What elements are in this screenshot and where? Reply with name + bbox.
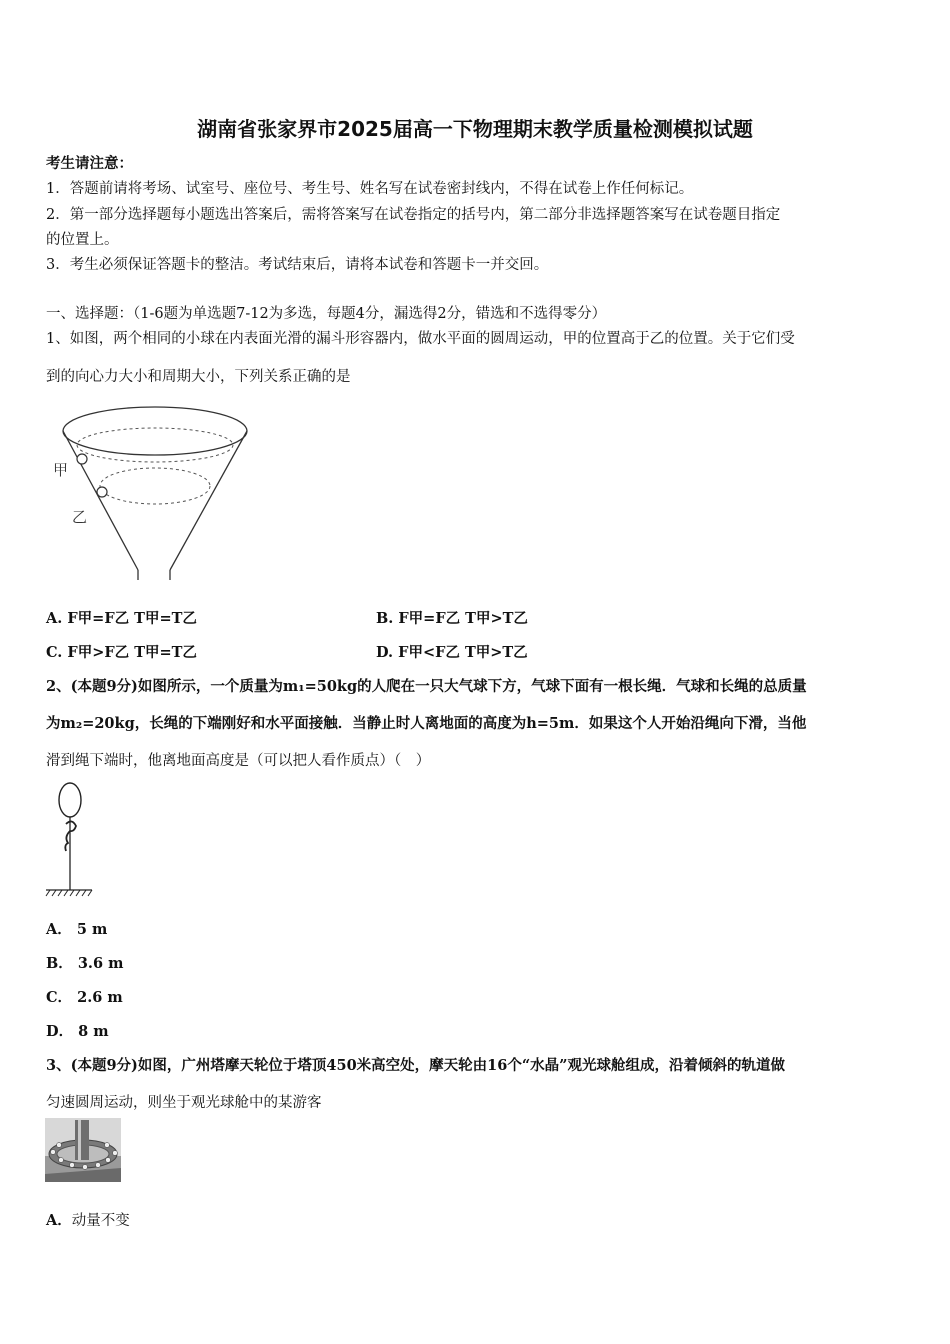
q2-option-c-text: 2.6 m [77, 989, 123, 1006]
q2-option-a [46, 918, 107, 939]
label-yi: 乙 [72, 508, 88, 526]
q1-option-a-text: F甲=F乙 T甲=T乙 [67, 610, 197, 627]
notice-item-2: 2．第一部分选择题每小题选出答案后，需将答案写在试卷指定的括号内，第二部分非选择题答案写在试卷题目指定 [46, 207, 781, 223]
q2-option-b [46, 952, 123, 973]
q2-option-d-key: D． [46, 1023, 74, 1040]
notice-item-3: 3．考生必须保证答题卡的整洁。考试结束后，请将本试卷和答题卡一并交回。 [46, 257, 549, 273]
q1-option-b-text: F甲=F乙 T甲>T乙 [398, 610, 528, 627]
balloon-figure [44, 780, 96, 900]
q3-stem-line2: 匀速圆周运动，则坐于观光球舱中的某游客 [46, 1095, 322, 1111]
q1-option-c-text: F甲>F乙 T甲=T乙 [67, 644, 197, 661]
q2-option-c [46, 986, 123, 1007]
q2-stem-line3: 滑到绳下端时，他离地面高度是（可以把人看作质点）（ ） [46, 753, 431, 769]
q2-option-a-text: 5 m [76, 921, 108, 938]
q1-option-c-key: C. [46, 644, 63, 661]
q2-option-a-key: A． [46, 921, 72, 938]
q2-option-d [46, 1020, 109, 1041]
q1-option-a [46, 607, 197, 628]
page-title: 湖南省张家界市2025届高一下物理期末教学质量检测模拟试题 [197, 117, 753, 141]
q2-stem-line2: 为m₂=20kg，长绳的下端刚好和水平面接触．当静止时人离地面的高度为h=5m．如果这个人开始沿绳向下滑，当他 [46, 715, 807, 732]
notice-item-1: 1．答题前请将考场、试室号、座位号、考生号、姓名写在试卷密封线内，不得在试卷上作任何标记。 [46, 181, 694, 197]
q3-option-a [46, 1209, 130, 1230]
q1-option-b [376, 607, 528, 628]
q3-stem-line1: 3、(本题9分)如图，广州塔摩天轮位于塔顶450米高空处，摩天轮由16个“水晶”观光球舱组成，沿着倾斜的轨道做 [46, 1057, 786, 1074]
q2-option-b-text: 3.6 m [77, 955, 124, 972]
q1-option-b-key: B. [376, 610, 394, 627]
q2-stem-line1: 2、(本题9分)如图所示，一个质量为m₁=50kg的人爬在一只大气球下方，气球下面有一根长绳．气球和长绳的总质量 [46, 678, 807, 695]
label-jia: 甲 [53, 461, 69, 479]
ball-jia [77, 454, 87, 464]
q3-option-a-text: 动量不变 [71, 1213, 130, 1229]
ball-yi [97, 487, 107, 497]
q1-option-c [46, 641, 197, 662]
q1-option-d [376, 641, 528, 662]
ferris-wheel-photo [45, 1118, 121, 1182]
section-heading: 一、选择题：（1-6题为单选题7-12为多选，每题4分，漏选得2分，错选和不选得零分） [46, 306, 607, 322]
notice-item-2-cont: 的位置上。 [46, 232, 119, 248]
notice-heading: 考生请注意： [46, 155, 133, 172]
q3-option-a-key: A． [46, 1212, 72, 1229]
q2-option-c-key: C． [46, 989, 73, 1006]
q1-stem-line1: 1、如图，两个相同的小球在内表面光滑的漏斗形容器内，做水平面的圆周运动，甲的位置高于乙的位置。关于它们受 [46, 331, 795, 347]
q1-option-a-key: A. [46, 610, 63, 627]
q2-option-d-text: 8 m [78, 1023, 109, 1040]
q2-option-b-key: B． [46, 955, 73, 972]
q1-stem-line2: 到的向心力大小和周期大小，下列关系正确的是 [46, 369, 351, 385]
q1-option-d-key: D. [376, 644, 394, 661]
q1-option-d-text: F甲<F乙 T甲>T乙 [398, 644, 528, 661]
funnel-figure [50, 398, 250, 583]
